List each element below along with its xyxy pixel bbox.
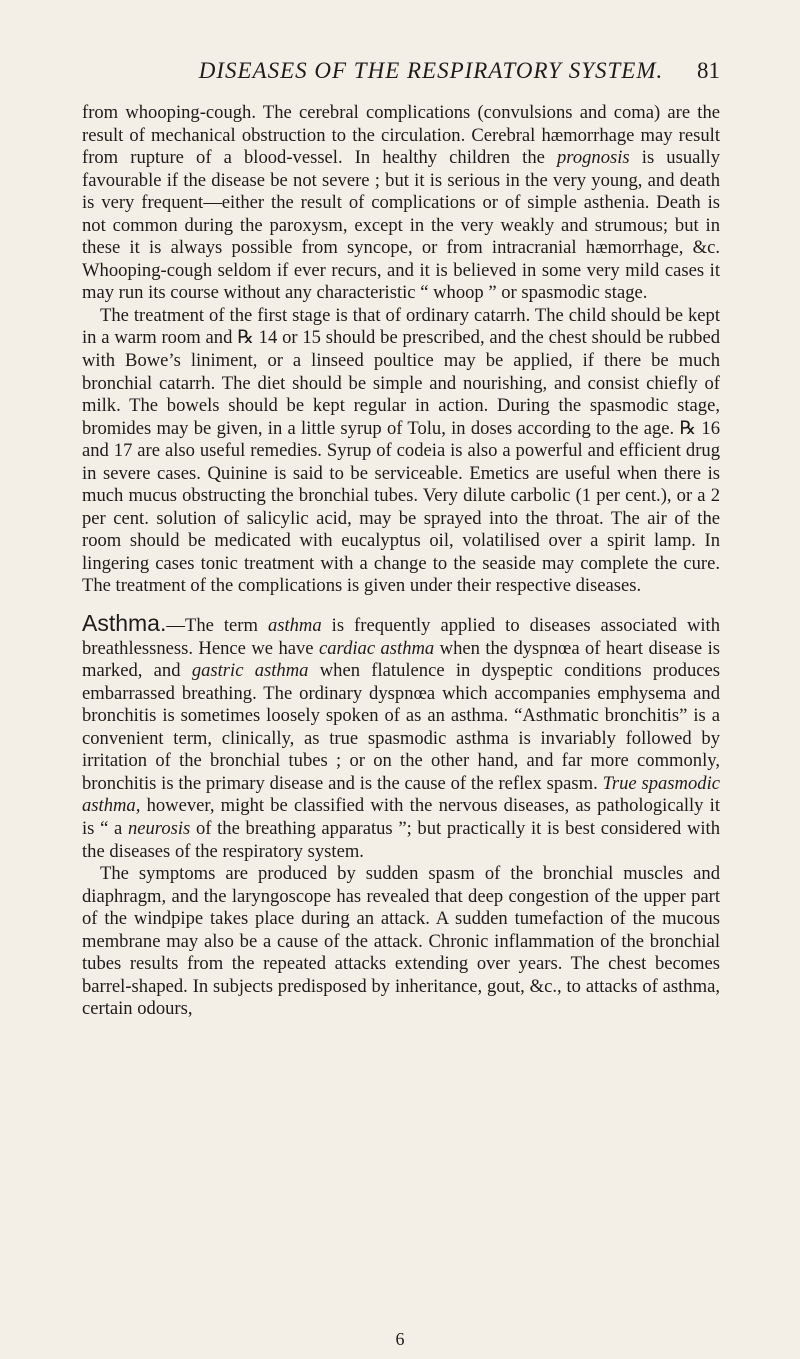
paragraph-asthma-symptoms: The symptoms are produced by sudden spasm of the bronchial muscles and diaphragm, and the laryngoscope has revealed that deep congestion of the upper part of the windpipe takes place during an attack. A sudden tumefaction of the mucous membrane may also be a cause of the attack. Chronic inflammation of the bronchial tubes results from the repeated attacks extending over years. The chest becomes barrel-shaped. In subjects predisposed by inheritance, gout, &c., to attacks of asthma, certain odours,	[82, 863, 720, 1020]
body-text	[82, 102, 720, 1021]
running-head: DISEASES OF THE RESPIRATORY SYSTEM.	[198, 58, 664, 83]
italic-term-prognosis: prognosis	[557, 147, 630, 169]
italic-term-cardiac-asthma: cardiac asthma	[318, 637, 435, 659]
italic-term-true-spasmodic-asthma: True spasmodic asthma,	[82, 772, 720, 817]
paragraph-text: however, might be classified with the nervous diseases, as pathologically it is “ a	[82, 795, 720, 839]
paragraph-text: of the breathing apparatus ”; but practically it is best considered with the diseases of the respiratory system.	[82, 817, 720, 862]
page-header	[82, 58, 720, 88]
paragraph-text: is frequently applied to diseases associated with breathlessness. Hence we have	[82, 615, 721, 659]
section-title-asthma: Asthma.	[82, 610, 167, 637]
paragraph-whooping-cough-treatment: The treatment of the first stage is that of ordinary catarrh. The child should be kept in a warm room and ℞ 14 or 15 should be prescribed, and the chest should be rubbed with Bowe’s liniment, or a linseed poultice may be applied, if there be much bronchial catarrh. The diet should be simple and nourishing, and consist chiefly of milk. The bowels should be kept regular in action. During the spasmodic stage, bromides may be given, in a little syrup of Tolu, in doses according to the age. ℞ 16 and 17 are also useful remedies. Syrup of codeia is also a powerful and efficient drug in severe cases. Quinine is said to be serviceable. Emetics are useful when there is much mucus obstructing the bronchial tubes. Very dilute carbolic (1 per cent.), or a 2 per cent. solution of salicylic acid, may be sprayed into the throat. The air of the room should be medicated with eucalyptus oil, volatilised over a spirit lamp. In lingering cases tonic treatment with a change to the seaside may complete the cure. The treatment of the complications is given under their respective diseases.	[82, 304, 720, 597]
signature-mark: 6	[395, 1329, 405, 1349]
paragraph-text: —The term	[166, 615, 268, 637]
paragraph-asthma	[82, 612, 720, 863]
paragraph-text: is usually favourable if the disease be not severe ; but it is serious in the very young, and death is very frequent—either the result of complications or of simple asthenia. Death is not common during the paroxysm, except in the very weakly and strumous; but in these it is always possible from syncope, or from intracranial hæmorrhage, &c. Whooping-cough seldom if ever recurs, and it is believed in some very mild cases it may run its course without any characteristic “ whoop ” or spasmodic stage.	[82, 147, 720, 304]
paragraph-whooping-cough-prognosis	[82, 102, 720, 305]
paragraph-text: when flatulence in dyspeptic conditions produces embarrassed breathing. The ordinary dyspnœa which accompanies emphysema and bronchitis is sometimes loosely spoken of as an asthma. “Asthmatic bronchitis” is a convenient term, clinically, as true spasmodic asthma is invariably followed by irritation of the bronchial tubes ; or on the other hand, and far more commonly, bronchitis is the primary disease and is the cause of the reflex spasm.	[82, 660, 721, 794]
italic-term-neurosis: neurosis	[127, 817, 191, 839]
italic-term-asthma: asthma	[267, 615, 322, 637]
page-number: 81	[697, 58, 720, 83]
italic-term-gastric-asthma: gastric asthma	[191, 660, 309, 682]
paragraph-text: from whooping-cough. The cerebral complications (convulsions and coma) are the result of mechanical obstruction to the circulation. Cerebral hæmorrhage may result from rupture of a blood-vessel. In healthy children the	[82, 102, 720, 169]
paragraph-text: when the dyspnœa of heart disease is marked, and	[82, 637, 720, 682]
